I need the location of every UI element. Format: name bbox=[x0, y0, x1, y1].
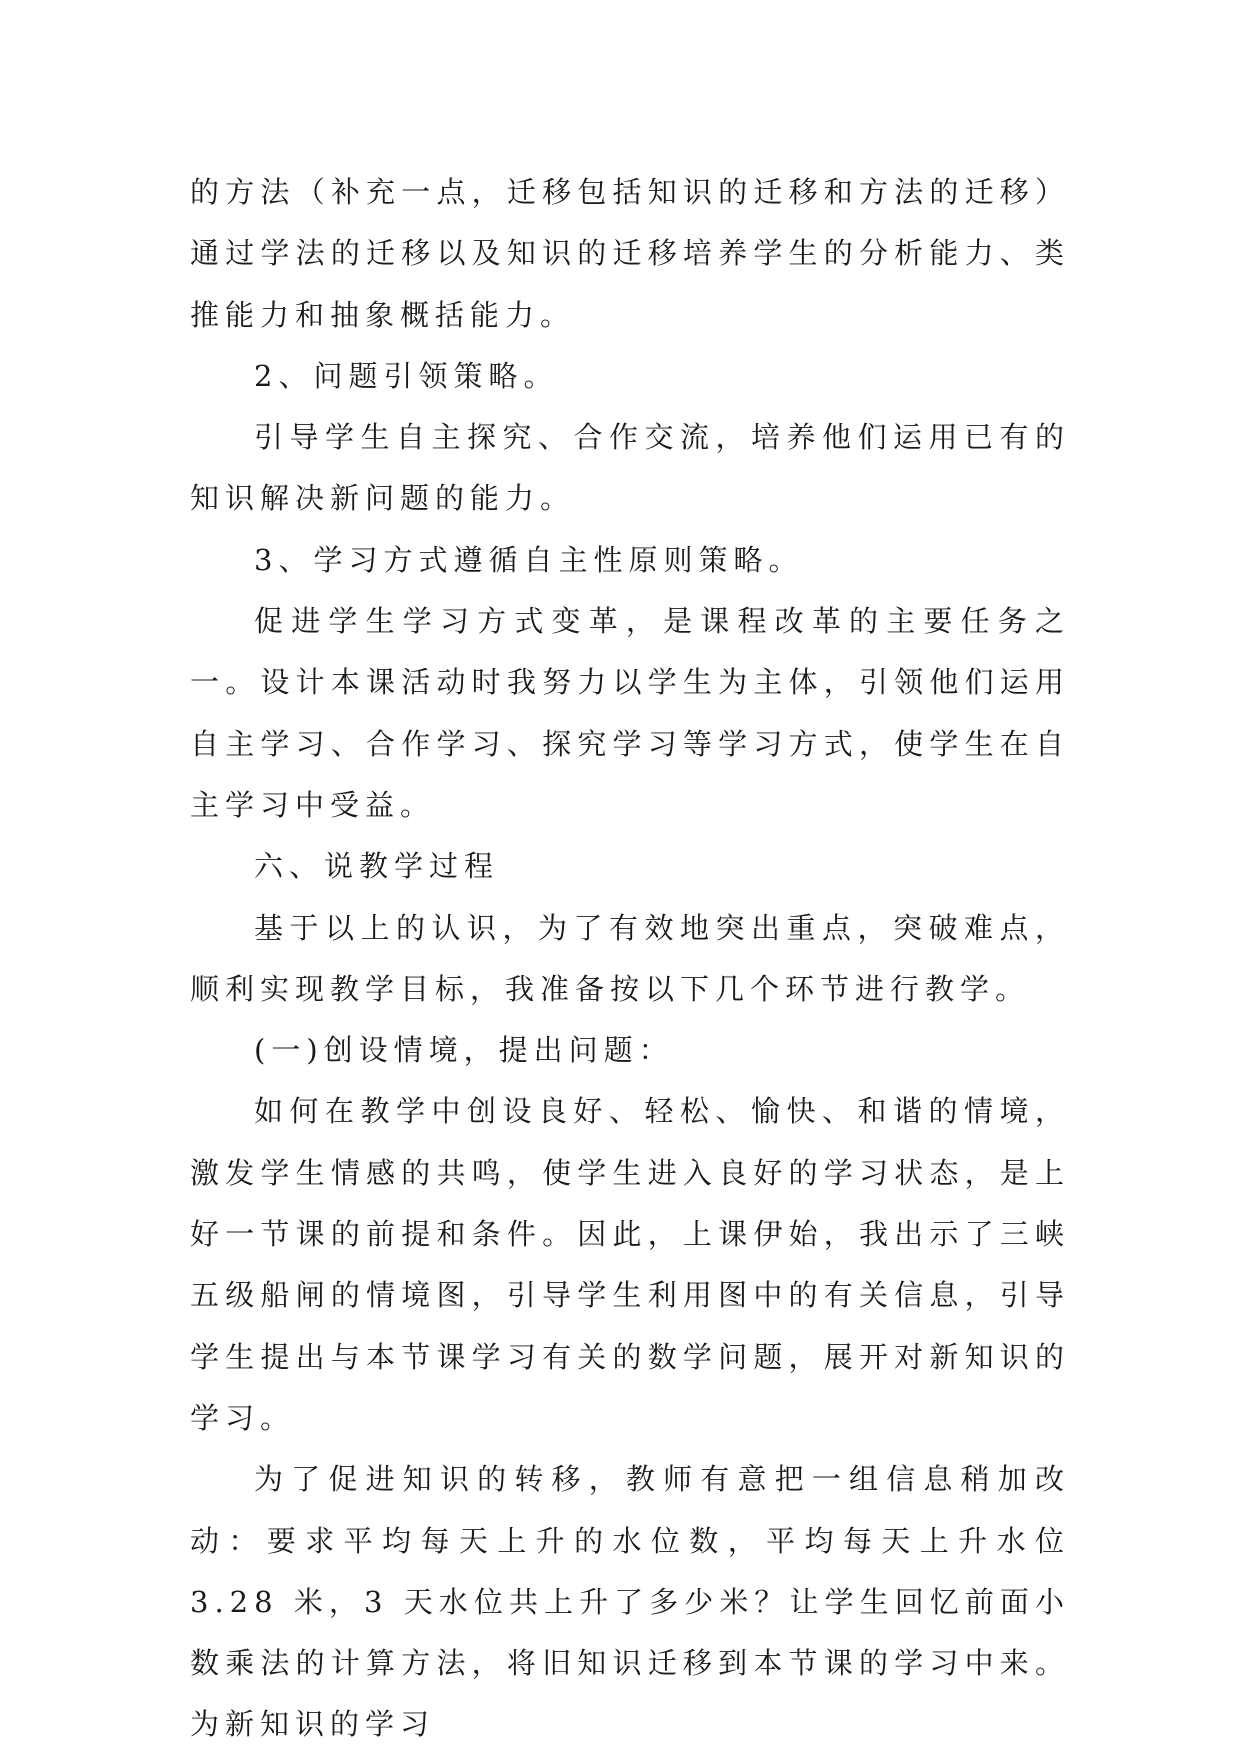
document-body bbox=[190, 162, 1070, 1756]
section-heading-teaching-process: 六、说教学过程 bbox=[254, 849, 500, 884]
paragraph-situation-creation: 如何在教学中创设良好、轻松、愉快、和谐的情境，激发学生情感的共鸣，使学生进入良好的学习状态，是上好一节课的前提和条件。因此，上课伊始，我出示了三峡五级船闸的情境图，引导学生利用图中的有关信息，引导学生提出与本节课学习有关的数学问题，展开对新知识的学习。 bbox=[190, 1094, 1070, 1435]
paragraph-learning-style-reform: 促进学生学习方式变革，是课程改革的主要任务之一。设计本课活动时我努力以学生为主体，引领他们运用自主学习、合作学习、探究学习等学习方式，使学生在自主学习中受益。 bbox=[190, 604, 1070, 822]
paragraph-teaching-steps: 基于以上的认识，为了有效地突出重点，突破难点，顺利实现教学目标，我准备按以下几个环节进行教学。 bbox=[190, 910, 1070, 1006]
paragraph-guide-students: 引导学生自主探究、合作交流，培养他们运用已有的知识解决新问题的能力。 bbox=[190, 420, 1070, 516]
paragraph-transfer-method: 的方法（补充一点，迁移包括知识的迁移和方法的迁移）通过学法的迁移以及知识的迁移培养学生的分析能力、类推能力和抽象概括能力。 bbox=[190, 175, 1070, 332]
subheading-create-situation: (一)创设情境，提出问题： bbox=[254, 1033, 674, 1068]
paragraph-knowledge-transfer: 为了促进知识的转移，教师有意把一组信息稍加改动：要求平均每天上升的水位数，平均每天上升水位 3.28 米，3 天水位共上升了多少米？让学生回忆前面小数乘法的计算方法，将旧知识迁移到本节课的学习中来。为新知识的学习 bbox=[190, 1462, 1070, 1742]
heading-learning-style-strategy: 3、学习方式遵循自主性原则策略。 bbox=[254, 542, 804, 577]
heading-problem-guidance-strategy: 2、问题引领策略。 bbox=[254, 358, 559, 393]
